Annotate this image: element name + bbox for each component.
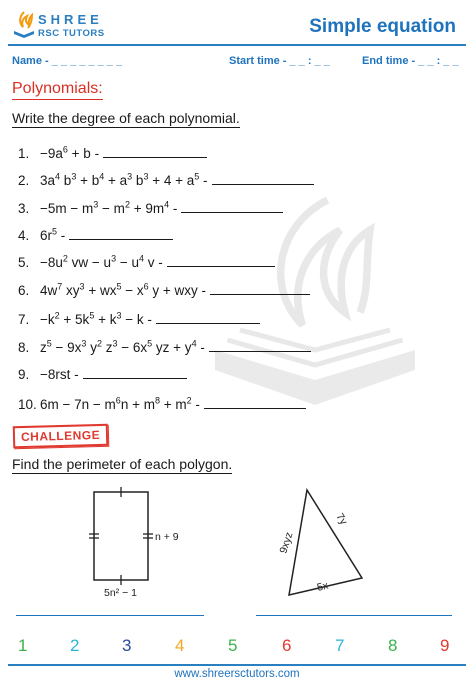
strip-digit: 6 (282, 636, 292, 655)
problem-item (18, 253, 275, 270)
problem-expression: $-k^2 + 5k^5 + k^3 - k$ - (40, 310, 152, 327)
footer-divider (8, 664, 466, 666)
perimeter-instruction: Find the perimeter of each polygon. (12, 456, 233, 472)
problem-number: 6. (18, 282, 30, 298)
problem-item (18, 226, 173, 243)
answer-blank (167, 255, 275, 267)
strip-digit: 8 (388, 636, 398, 655)
problem-expression: $4w^7$ $xy^3 + wx^5 - x^6$ y + wxy - (40, 281, 207, 298)
answer-blank (209, 340, 311, 352)
problem-number: 2. (18, 172, 30, 188)
problem-item (18, 395, 306, 412)
problem-number: 5. (18, 254, 30, 270)
problem-item (18, 144, 207, 161)
answer-blank (181, 201, 283, 213)
rectangle-bottom-label: 5n² − 1 (104, 587, 137, 599)
problem-item (18, 171, 314, 188)
problem-item (18, 367, 187, 382)
strip-digit: 4 (175, 636, 185, 655)
problem-expression: $z^5 - 9x^3$ $y^2$ $z^3 - 6x^5$ yz + $y^4$ - (40, 338, 205, 355)
answer-blank (204, 397, 306, 409)
triangle-figure (277, 490, 362, 595)
strip-digit: 1 (18, 636, 28, 655)
degree-instruction: Write the degree of each polynomial. (12, 110, 240, 126)
problem-expression: $3a^4$ $b^3 + b^4 + a^3$ $b^3 + 4 + a^5$ - (40, 171, 208, 188)
answer-blank (156, 312, 260, 324)
section-title: Polynomials: (12, 80, 103, 100)
brand-name: SHREE (38, 12, 103, 27)
polygon-figures (0, 478, 474, 628)
problem-expression: −8rst - (40, 367, 79, 382)
problem-number: 3. (18, 200, 30, 216)
strip-digit: 5 (228, 636, 238, 655)
start-time-field: Start time - _ _ : _ _ (229, 55, 330, 67)
triangle-right-label: 7y (333, 511, 350, 527)
problem-item (18, 338, 311, 355)
problem-number: 10. (18, 396, 37, 412)
triangle-left-label: 9xyz (277, 530, 296, 555)
problem-number: 7. (18, 311, 30, 327)
problem-expression: $6m - 7n - m^6n + m^8 + m^2$ - (40, 395, 200, 412)
problem-number: 4. (18, 227, 30, 243)
worksheet-title: Simple equation (309, 16, 456, 37)
strip-digit: 2 (70, 636, 80, 655)
strip-digit: 7 (335, 636, 345, 655)
problem-number: 1. (18, 145, 30, 161)
triangle-bottom-label: 5x (315, 579, 330, 594)
rectangle-side-label: n + 9 (155, 531, 179, 543)
problem-expression: $-8u^2$ vw − $u^3 - u^4$ v - (40, 253, 163, 270)
problem-number: 9. (18, 367, 30, 382)
problem-number: 8. (18, 339, 30, 355)
answer-blank (69, 228, 173, 240)
name-field: Name - _ _ _ _ _ _ _ _ (12, 55, 123, 67)
strip-digit: 9 (440, 636, 450, 655)
problem-item (18, 199, 283, 216)
answer-blank (212, 173, 314, 185)
header-divider (8, 44, 466, 46)
strip-digit: 3 (122, 636, 132, 655)
problem-expression: $-9a^6 + b$ - (40, 144, 100, 161)
answer-line-triangle (256, 615, 452, 616)
answer-line-rectangle (16, 615, 204, 616)
problem-expression: $6r^5$ - (40, 226, 66, 243)
problem-expression: $-5m - m^3 - m^2 + 9m^4$ - (40, 199, 178, 216)
brand-logo (8, 8, 118, 48)
answer-blank (210, 283, 310, 295)
footer-website: www.shreersctutors.com (174, 668, 300, 680)
answer-blank (83, 367, 187, 379)
challenge-badge: CHALLENGE (13, 424, 109, 448)
answer-blank (103, 146, 207, 158)
number-strip (0, 636, 474, 660)
brand-tagline: RSC TUTORS (38, 28, 105, 39)
end-time-field: End time - _ _ : _ _ (362, 55, 459, 67)
rectangle-figure (89, 487, 179, 599)
problem-item (18, 310, 260, 327)
problem-item (18, 281, 310, 298)
flame-book-icon (12, 10, 36, 40)
